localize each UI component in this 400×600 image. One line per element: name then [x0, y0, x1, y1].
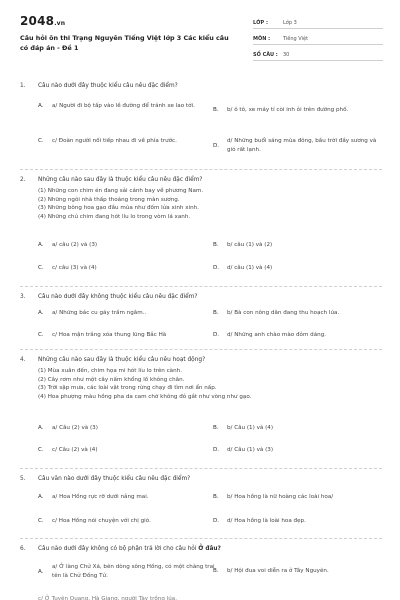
- statement: (3) Những bông hoa gạo đầu mùa như đốm lửa xinh xinh.: [38, 205, 199, 211]
- option-c[interactable]: C. c/ câu (3) và (4): [38, 265, 97, 272]
- option-d[interactable]: D. d/ câu (1) và (4): [213, 265, 273, 272]
- statement: (2) Cây rơm như một cây nấm khổng lồ không chân.: [38, 376, 185, 383]
- option-b[interactable]: B. b/ câu (1) và (2): [213, 242, 273, 249]
- option-d[interactable]: D. d/ Hoa hồng là loài hoa đẹp.: [213, 518, 306, 525]
- option-d[interactable]: D. d/ Những buổi sáng mùa đông, bầu trời đầy sương và gió rất lạnh.: [213, 138, 377, 153]
- option-b[interactable]: B. b/ Bà con nông dân đang thu hoạch lúa.: [213, 310, 340, 317]
- statement-list: [38, 367, 251, 401]
- cut-off-option: c/ Ở Tuyên Quang, Hà Giang, người Tày trồng lúa.: [38, 596, 177, 600]
- question-text: 1. Câu nào dưới đây thuộc kiểu câu nêu đặc điểm?: [20, 83, 178, 89]
- option-a[interactable]: A. a/ câu (2) và (3): [38, 242, 98, 249]
- option-a[interactable]: A. a/ Câu (2) và (3): [38, 425, 98, 432]
- statement-list: [38, 187, 203, 221]
- option-b[interactable]: B. b/ ô tô, xe máy tí còi inh ỏi trên đường phố.: [213, 107, 349, 114]
- meta-box: [253, 13, 383, 61]
- meta-class: [253, 13, 383, 29]
- question-text: 6. Câu nào dưới đây không có bộ phận trả lời cho câu hỏi Ở đâu?: [20, 546, 221, 552]
- question-2: [20, 169, 382, 286]
- statement: (1) Những con chim én đang sải cánh bay về phương Nam.: [38, 188, 204, 194]
- option-c[interactable]: C. c/ Đoàn người nối tiếp nhau đi về phía trước.: [38, 138, 177, 145]
- statement: (2) Những ngôi nhà thấp thoáng trong màn sương.: [38, 196, 180, 203]
- option-a[interactable]: A. a/ Hoa Hồng rực rỡ dưới nắng mai.: [38, 494, 149, 501]
- option-d[interactable]: D. d/ Câu (1) và (3): [213, 447, 274, 454]
- statement: (1) Mùa xuân đến, chim họa mi hót líu lo trên cành.: [38, 368, 182, 374]
- meta-subject: [253, 29, 383, 45]
- statement: (4) Hoa phượng màu hồng pha da cam chờ không đỏ gắt như vòng như gạo.: [38, 393, 252, 400]
- question-text: 5. Câu văn nào dưới đây thuộc kiểu câu nêu đặc điểm?: [20, 476, 191, 482]
- meta-count: [253, 45, 383, 61]
- meta-value: Tiếng Việt: [283, 36, 309, 42]
- meta-value: 30: [283, 52, 290, 58]
- option-b[interactable]: B. b/ Hoa hồng là nữ hoàng các loài hoa/: [213, 494, 334, 501]
- question-3: [20, 286, 382, 349]
- question-text: 4. Những câu nào sau đây là thuộc kiểu câu nêu hoạt động?: [20, 357, 206, 363]
- option-b[interactable]: B. b/ Hội đua voi diễn ra ở Tây Nguyên.: [213, 568, 329, 575]
- option-c[interactable]: C. c/ Hoa Hồng nói chuyện với chị gió.: [38, 518, 151, 525]
- option-a[interactable]: A. a/ Những bác cu gáy trầm ngâm..: [38, 310, 147, 317]
- option-a[interactable]: A. a/ Người đi bộ tấp vào lề đường để tránh xe lao tới.: [38, 103, 195, 110]
- meta-key: SỐ CÂU :: [253, 52, 278, 58]
- option-a[interactable]: A. a/ Ở làng Chử Xá, bên dòng sông Hồng, có một chàng trai tên là Chử Đồng Tử.: [38, 564, 215, 579]
- question-6: [20, 538, 382, 600]
- question-text: 2. Những câu nào sau đây là thuộc kiểu câu nêu đặc điểm?: [20, 177, 203, 183]
- page-header: [0, 0, 400, 64]
- question-text: 3. Câu nào dưới đây không thuộc kiểu câu nêu đặc điểm?: [20, 294, 198, 300]
- question-1: [20, 76, 382, 171]
- option-b[interactable]: B. b/ Câu (1) và (4): [213, 425, 274, 432]
- doc-title: Câu hỏi ôn thi Trạng Nguyên Tiếng Việt lớp 3 Các kiểu câu có đáp án - Đề 1: [20, 34, 229, 52]
- option-c[interactable]: C. c/ Hoa mận trắng xóa thung lũng Bắc Hà: [38, 332, 167, 339]
- option-c[interactable]: C. c/ Câu (2) và (4): [38, 447, 98, 454]
- meta-key: MÔN :: [253, 36, 271, 42]
- option-d[interactable]: D. d/ Những anh chào mào đỏm dáng.: [213, 332, 327, 339]
- statement: (3) Trời sập mưa, các loài vật trong rừng chạy đi tìm nơi ẩn nấp.: [38, 385, 217, 391]
- statement: (4) Những chú chim đang hót líu lo trong vòm lá xanh.: [38, 213, 191, 220]
- meta-key: LỚP :: [253, 20, 268, 26]
- meta-value: Lớp 3: [283, 20, 297, 26]
- logo[interactable]: 2048.vn: [20, 14, 66, 28]
- question-4: [20, 349, 382, 468]
- question-5: [20, 468, 382, 536]
